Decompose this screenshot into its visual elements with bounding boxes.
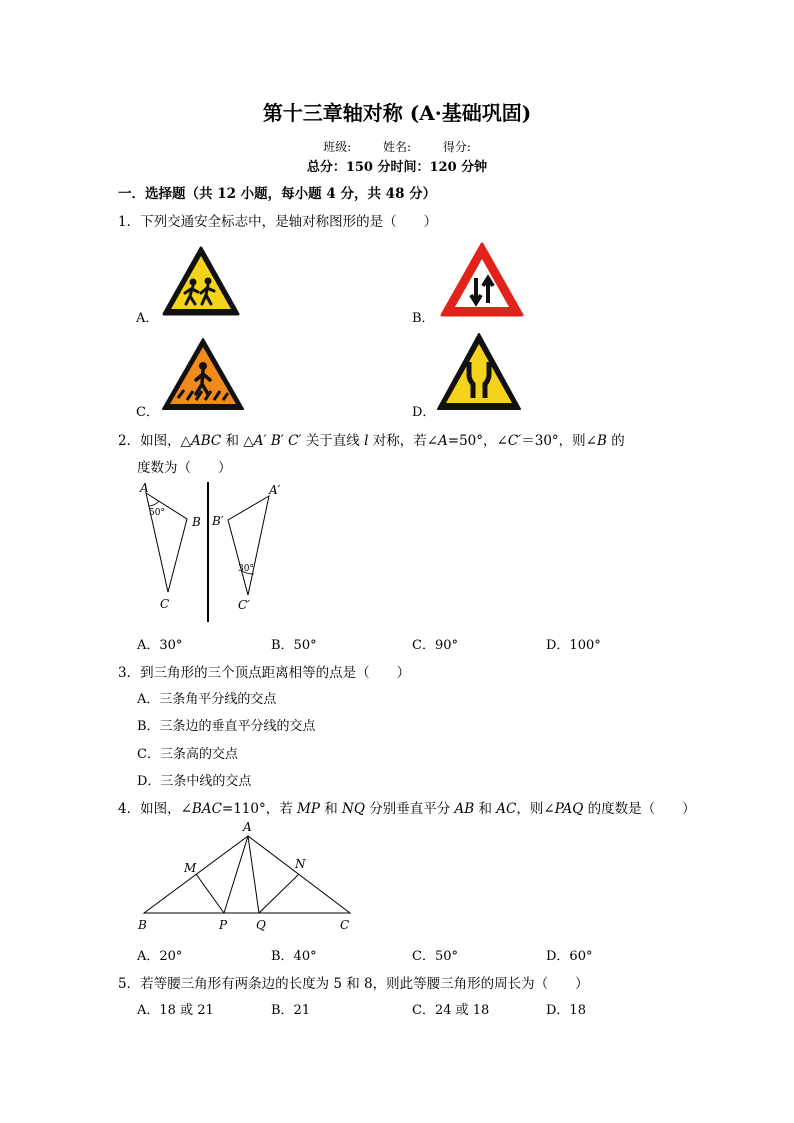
q5-stem: 5．若等腰三角形有两条边的长度为 5 和 8，则此等腰三角形的周长为（ ）	[118, 976, 589, 992]
q4-label-p: P	[219, 918, 228, 932]
q2-option-c[interactable]: C．90°	[412, 638, 458, 653]
total-score-time: 总分：150 分时间：120 分钟	[306, 160, 488, 175]
name-label: 姓名:	[382, 140, 412, 154]
q3-option-c[interactable]: C．三条高的交点	[137, 747, 238, 762]
q2-angle-b: B	[597, 433, 607, 449]
q4-label-q: Q	[256, 918, 266, 932]
q4-label-c: C	[340, 918, 350, 932]
q2-angle-30: 30°	[238, 564, 254, 574]
q2-option-d[interactable]: D．100°	[546, 638, 601, 653]
q3-option-a[interactable]: A．三条角平分线的交点	[137, 692, 277, 707]
q4-stem-part: 分别垂直平分	[364, 801, 455, 817]
q2-stem-part: 关于直线	[301, 433, 365, 449]
q3-option-b[interactable]: B．三条边的垂直平分线的交点	[137, 719, 316, 734]
q2-stem-part: ＝30°，则∠	[521, 433, 597, 449]
q4-angle-bac: BAC	[191, 801, 222, 817]
q2-label-a-prime: A′	[269, 483, 281, 497]
q2-line-l: l	[364, 433, 369, 449]
q4-stem-part: 的度数是（ ）	[583, 801, 696, 817]
q5-option-a[interactable]: A．18 或 21	[137, 1003, 214, 1018]
q4-stem-part: =110°，若	[221, 801, 298, 817]
q2-stem-part: 对称，若∠	[368, 433, 439, 449]
q2-stem-part: 和	[221, 433, 244, 449]
q2-option-b[interactable]: B．50°	[271, 638, 317, 653]
q2-stem-line2: 度数为（ ）	[137, 460, 232, 476]
q4-stem-part: ，则∠	[516, 801, 555, 817]
q4-stem-part: 4．如图，∠	[118, 801, 192, 817]
q4-label-b: B	[138, 918, 147, 932]
section-heading: 一．选择题（共 12 小题，每小题 4 分，共 48 分）	[118, 186, 437, 202]
q1-option-c[interactable]: C．	[136, 405, 159, 420]
q2-triangle-abc-prime: △A′ B′ C′	[243, 433, 302, 449]
score-label: 得分:	[442, 140, 471, 154]
q4-stem-part: 和	[319, 801, 343, 817]
q4-angle-paq: PAQ	[554, 801, 584, 817]
q2-option-a[interactable]: A．30°	[137, 638, 183, 653]
q1-option-b[interactable]: B．	[412, 311, 435, 326]
q4-label-a: A	[243, 820, 252, 834]
q1-option-a[interactable]: A．	[136, 311, 159, 326]
q4-option-b[interactable]: B．40°	[271, 949, 317, 964]
q1-stem: 1．下列交通安全标志中，是轴对称图形的是（ ）	[118, 214, 438, 230]
q2-reflection-figure	[132, 478, 292, 626]
q2-triangle-abc: △ABC	[180, 433, 222, 449]
class-label: 班级:	[323, 140, 352, 154]
q4-stem-part: 和	[474, 801, 497, 817]
q3-option-d[interactable]: D．三条中线的交点	[137, 774, 252, 789]
q4-segment-mp: MP	[297, 801, 320, 817]
q4-option-d[interactable]: D．60°	[546, 949, 593, 964]
pedestrian-crossing-sign-icon	[160, 336, 246, 412]
q2-stem-part: =50°，∠	[447, 433, 508, 449]
q4-option-c[interactable]: C．50°	[412, 949, 458, 964]
two-way-traffic-sign-icon	[438, 240, 526, 320]
q4-label-m: M	[184, 861, 197, 875]
q2-label-b: B	[192, 515, 201, 529]
q4-stem	[118, 797, 696, 817]
q4-segment-ac: AC	[496, 801, 517, 817]
q2-label-c-prime: C′	[238, 598, 250, 612]
q4-segment-nq: NQ	[342, 801, 365, 817]
q2-label-c: C	[160, 597, 170, 611]
q2-label-b-prime: B′	[212, 514, 224, 528]
page-title: 第十三章轴对称 (A·基础巩固)	[262, 101, 532, 125]
q2-stem-part: 的	[606, 433, 625, 449]
q2-label-a: A	[140, 481, 149, 495]
q5-option-b[interactable]: B．21	[271, 1003, 311, 1018]
q5-option-d[interactable]: D．18	[546, 1003, 586, 1018]
q4-segment-ab: AB	[454, 801, 475, 817]
q2-stem	[118, 429, 625, 449]
q4-option-a[interactable]: A．20°	[137, 949, 183, 964]
q4-label-n: N	[295, 857, 306, 871]
q2-angle-c-prime: C′	[507, 433, 522, 449]
children-crossing-sign-icon	[160, 244, 242, 318]
q2-angle-a: A	[438, 433, 448, 449]
road-narrows-sign-icon	[436, 332, 522, 412]
q2-angle-50: 50°	[149, 508, 165, 518]
q5-option-c[interactable]: C．24 或 18	[412, 1003, 490, 1018]
q1-option-d[interactable]: D．	[412, 405, 436, 420]
q2-stem-part: 2．如图，	[118, 433, 181, 449]
student-info-row	[0, 138, 794, 155]
q3-stem: 3．到三角形的三个顶点距离相等的点是（ ）	[118, 665, 411, 681]
q4-triangle-figure	[132, 818, 362, 936]
